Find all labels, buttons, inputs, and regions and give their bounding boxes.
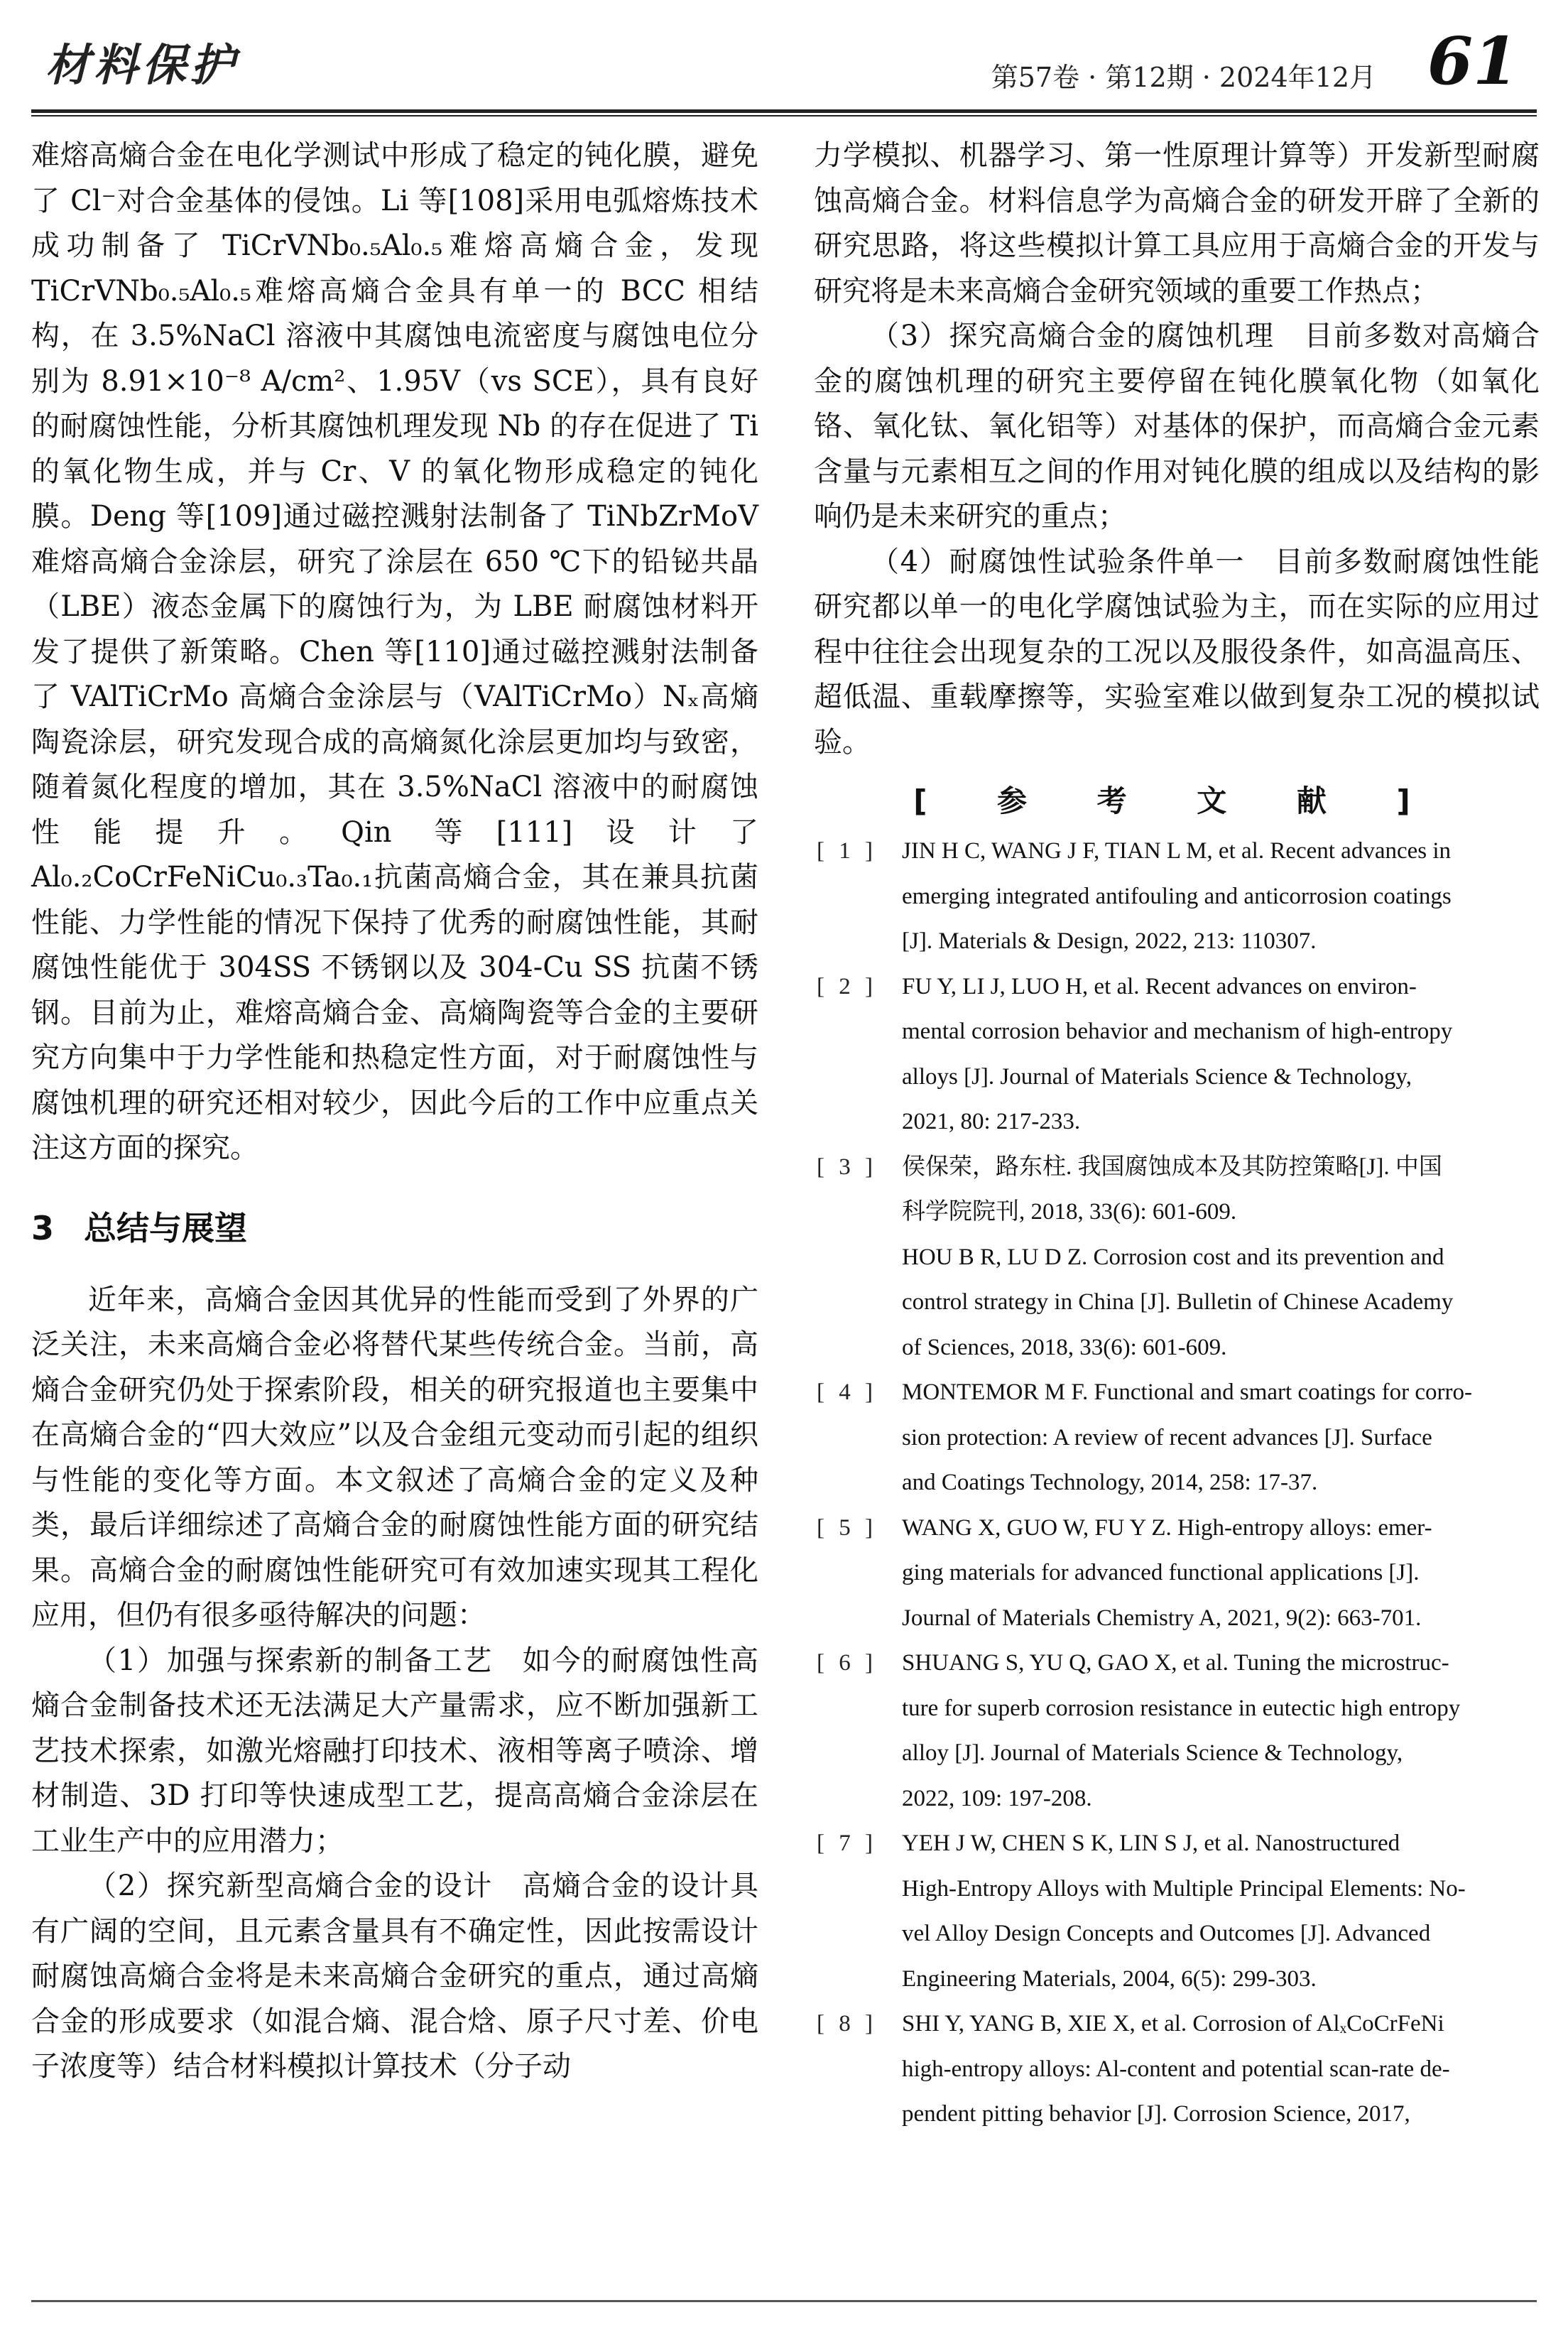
reference-line: FU Y, LI J, LUO H, et al. Recent advances on environ-	[902, 973, 1417, 999]
reference-line: sion protection: A review of recent advances [J]. Surface	[902, 1424, 1432, 1450]
header-rule-thin	[31, 115, 1537, 116]
reference-line: pendent pitting behavior [J]. Corrosion Science, 2017,	[902, 2101, 1410, 2127]
reference-line: High-Entropy Alloys with Multiple Principal Elements: No-	[902, 1875, 1466, 1902]
reference-line: ture for superb corrosion resistance in eutectic high entropy	[902, 1695, 1461, 1721]
footer-rule	[31, 2300, 1537, 2302]
reference-item	[814, 1145, 1540, 1371]
reference-item	[814, 1506, 1540, 1642]
reference-text	[902, 1821, 1540, 2002]
reference-number: [ 4 ]	[817, 1379, 877, 1405]
reference-text	[902, 1641, 1540, 1821]
reference-number: [ 1 ]	[817, 838, 877, 864]
summary-paragraph: （1）加强与探索新的制备工艺 如今的耐腐蚀性高熵合金制备技术还无法满足大产量需求，应不断加强新工艺技术探索，如激光熔融打印技术、液相等离子喷涂、增材制造、3D 打印等快速成型工艺，提高高熵合金涂层在工业生产中的应用潜力；	[31, 1644, 758, 1858]
reference-text	[902, 1370, 1540, 1506]
reference-line: high-entropy alloys: Al-content and potential scan-rate de-	[902, 2056, 1450, 2082]
reference-line: Engineering Materials, 2004, 6(5): 299-303.	[902, 1965, 1317, 1992]
header-rule	[31, 109, 1537, 113]
reference-text	[902, 965, 1540, 1145]
reference-line: MONTEMOR M F. Functional and smart coatings for corro-	[902, 1379, 1472, 1405]
reference-number: [ 6 ]	[817, 1650, 877, 1676]
left-column	[31, 134, 758, 2090]
reference-text	[902, 829, 1540, 965]
reference-line: YEH J W, CHEN S K, LIN S J, et al. Nanostructured	[902, 1831, 1400, 1856]
section-heading	[31, 1203, 758, 1249]
reference-number: [ 8 ]	[817, 2011, 877, 2037]
reference-line: of Sciences, 2018, 33(6): 601-609.	[902, 1334, 1227, 1360]
reference-number: [ 2 ]	[817, 973, 877, 999]
reference-line: [J]. Materials & Design, 2022, 213: 110307.	[902, 928, 1317, 954]
reference-item	[814, 965, 1540, 1145]
reference-line: JIN H C, WANG J F, TIAN L M, et al. Recent advances in	[902, 838, 1452, 864]
reference-line: alloy [J]. Journal of Materials Science & Technology,	[902, 1740, 1403, 1766]
reference-line: SHI Y, YANG B, XIE X, et al. Corrosion of AlₓCoCrFeNi	[902, 2011, 1444, 2037]
section-title: 总结与展望	[84, 1208, 247, 1247]
reference-line: control strategy in China [J]. Bulletin of Chinese Academy	[902, 1289, 1454, 1315]
body-paragraph: 力学模拟、机器学习、第一性原理计算等）开发新型耐腐蚀高熵合金。材料信息学为高熵合金的研发开辟了全新的研究思路，将这些模拟计算工具应用于高熵合金的开发与研究将是未来高熵合金研究领域的重要工作热点；	[814, 139, 1540, 308]
reference-list	[814, 829, 1540, 2137]
reference-line: and Coatings Technology, 2014, 258: 17-37.	[902, 1470, 1318, 1495]
reference-item	[814, 2002, 1540, 2137]
reference-line: mental corrosion behavior and mechanism of high-entropy	[902, 1019, 1453, 1044]
reference-text	[902, 2002, 1540, 2137]
reference-line: SHUANG S, YU Q, GAO X, et al. Tuning the microstruc-	[902, 1650, 1449, 1676]
reference-item	[814, 1821, 1540, 2002]
reference-text	[902, 1506, 1540, 1642]
body-paragraph: 难熔高熵合金在电化学测试中形成了稳定的钝化膜，避免了 Cl⁻对合金基体的侵蚀。Li 等[108]采用电弧熔炼技术成功制备了 TiCrVNb₀.₅Al₀.₅难熔高熵合金，发现 TiCrVNb₀.₅Al₀.₅难熔高熵合金具有单一的 BCC 相结构，在 3.5%NaCl 溶液中其腐蚀电流密度与腐蚀电位分别为 8.91×10⁻⁸ A/cm²、1.95V（vs SCE），具有良好的耐腐蚀性能，分析其腐蚀机理发现 Nb 的存在促进了 Ti 的氧化物生成，并与 Cr、V 的氧化物形成稳定的钝化膜。Deng 等[109]通过磁控溅射法制备了 TiNbZrMoV 难熔高熵合金涂层，研究了涂层在 650 ℃下的铅铋共晶（LBE）液态金属下的腐蚀行为，为 LBE 耐腐蚀材料开发了提供了新策略。Chen 等[110]通过磁控溅射法制备了 VAlTiCrMo 高熵合金涂层与（VAlTiCrMo）Nₓ高熵陶瓷涂层，研究发现合成的高熵氮化涂层更加均与致密，随着氮化程度的增加，其在 3.5%NaCl 溶液中的耐腐蚀性能提升。Qin 等[111]设计了 Al₀.₂CoCrFeNiCu₀.₃Ta₀.₁抗菌高熵合金，其在兼具抗菌性能、力学性能的情况下保持了优秀的耐腐蚀性能，其耐腐蚀性能优于 304SS 不锈钢以及 304-Cu SS 抗菌不锈钢。目前为止，难熔高熵合金、高熵陶瓷等合金的主要研究方向集中于力学性能和热稳定性方面，对于耐腐蚀性与腐蚀机理的研究还相对较少，因此今后的工作中应重点关注这方面的探究。	[31, 139, 758, 1164]
reference-line: 科学院院刊, 2018, 33(6): 601-609.	[902, 1199, 1237, 1225]
right-column	[814, 134, 1540, 2137]
reference-number: [ 3 ]	[817, 1154, 877, 1180]
reference-line: WANG X, GUO W, FU Y Z. High-entropy alloys: emer-	[902, 1514, 1432, 1541]
reference-line: alloys [J]. Journal of Materials Science & Technology,	[902, 1063, 1412, 1090]
reference-item	[814, 1641, 1540, 1821]
page-number: 61	[1427, 23, 1518, 99]
reference-text	[902, 1145, 1540, 1371]
reference-line: 侯保荣，路东柱. 我国腐蚀成本及其防控策略[J]. 中国	[902, 1154, 1442, 1180]
section-number: 3	[31, 1208, 55, 1247]
reference-line: ging materials for advanced functional applications [J].	[902, 1560, 1420, 1585]
reference-line: Journal of Materials Chemistry A, 2021, 9(2): 663-701.	[902, 1605, 1422, 1631]
reference-number: [ 7 ]	[817, 1831, 877, 1856]
reference-line: HOU B R, LU D Z. Corrosion cost and its prevention and	[902, 1244, 1444, 1270]
reference-line: emerging integrated antifouling and anticorrosion coatings	[902, 883, 1452, 909]
reference-item	[814, 829, 1540, 965]
page-header	[31, 21, 1540, 107]
reference-line: 2021, 80: 217-233.	[902, 1109, 1081, 1134]
issue-info: 第57卷 · 第12期 · 2024年12月	[991, 62, 1376, 93]
reference-line: 2022, 109: 197-208.	[902, 1785, 1092, 1811]
references-heading: [ 参 考 文 献 ]	[913, 783, 1440, 818]
reference-number: [ 5 ]	[817, 1514, 877, 1541]
reference-line: vel Alloy Design Concepts and Outcomes [J]. Advanced	[902, 1921, 1431, 1946]
summary-paragraph: 近年来，高熵合金因其优异的性能而受到了外界的广泛关注，未来高熵合金必将替代某些传统合金。当前，高熵合金研究仍处于探索阶段，相关的研究报道也主要集中在高熵合金的“四大效应”以及合金组元变动而引起的组织与性能的变化等方面。本文叙述了高熵合金的定义及种类，最后详细综述了高熵合金的耐腐蚀性能方面的研究结果。高熵合金的耐腐蚀性能研究可有效加速实现其工程化应用，但仍有很多亟待解决的问题：	[31, 1283, 758, 1632]
reference-item	[814, 1370, 1540, 1506]
body-paragraph: （3）探究高熵合金的腐蚀机理 目前多数对高熵合金的腐蚀机理的研究主要停留在钝化膜氧化物（如氧化铬、氧化钛、氧化铝等）对基体的保护，而高熵合金元素含量与元素相互之间的作用对钝化膜的组成以及结构的影响仍是未来研究的重点；	[814, 320, 1540, 533]
summary-paragraph: （2）探究新型高熵合金的设计 高熵合金的设计具有广阔的空间，且元素含量具有不确定性，因此按需设计耐腐蚀高熵合金将是未来高熵合金研究的重点，通过高熵合金的形成要求（如混合熵、混合焓、原子尺寸差、价电子浓度等）结合材料模拟计算技术（分子动	[31, 1870, 758, 2083]
journal-logo: 材料保护	[45, 39, 239, 91]
body-paragraph: （4）耐腐蚀性试验条件单一 目前多数耐腐蚀性能研究都以单一的电化学腐蚀试验为主，而在实际的应用过程中往往会出现复杂的工况以及服役条件，如高温高压、超低温、重载摩擦等，实验室难以做到复杂工况的模拟试验。	[814, 545, 1540, 759]
